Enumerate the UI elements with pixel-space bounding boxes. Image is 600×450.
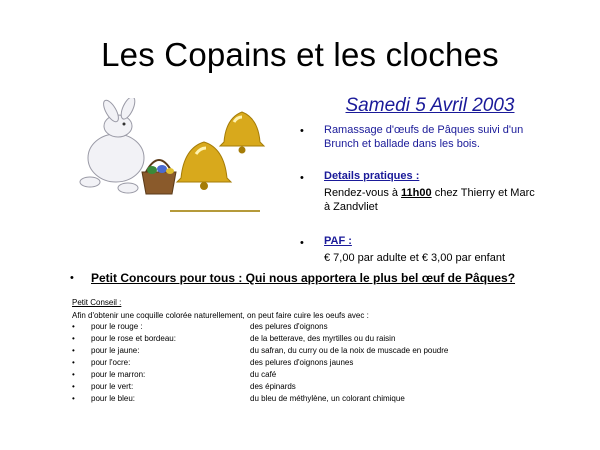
- bullet-details: [324, 169, 584, 214]
- bullet-marker: •: [72, 394, 75, 403]
- tip-color: pour le bleu:: [91, 394, 136, 403]
- details-heading: Details pratiques :: [324, 170, 420, 182]
- bullet-marker: •: [300, 125, 304, 137]
- easter-illustration: [76, 98, 276, 218]
- tip-ingredient: du safran, du curry ou de la noix de muscade en poudre: [250, 346, 449, 355]
- bell-icon: [177, 142, 231, 190]
- bullet-marker: •: [72, 322, 75, 331]
- event-date: Samedi 5 Avril 2003: [345, 95, 515, 116]
- bullet-marker: •: [300, 172, 304, 184]
- meeting-time: 11h00: [401, 187, 432, 199]
- bullet-line: Brunch et ballade dans les bois.: [324, 138, 480, 150]
- details-line: Rendez-vous à 11h00 chez Thierry et Marc: [324, 187, 535, 199]
- basket-icon: [142, 160, 176, 194]
- tip-color: pour le jaune:: [91, 346, 140, 355]
- page-title: Les Copains et les cloches: [101, 36, 499, 73]
- tip-title: Petit Conseil :: [72, 298, 122, 307]
- tip-ingredient: de la betterave, des myrtilles ou du raisin: [250, 334, 396, 343]
- tip-color: pour le marron:: [91, 370, 146, 379]
- tip-color: pour le vert:: [91, 382, 134, 391]
- bunny-icon: [80, 98, 144, 193]
- paf-line: € 7,00 par adulte et € 3,00 par enfant: [324, 252, 506, 264]
- tip-intro: Afin d'obtenir une coquille colorée naturellement, on peut faire cuire les oeufs avec :: [72, 311, 369, 320]
- tip-ingredient: des pelures d'oignons: [250, 322, 328, 331]
- tip-ingredient: des pelures d'oignons jaunes: [250, 358, 354, 367]
- bullet-marker: •: [72, 370, 75, 379]
- bullet-ramassage: [324, 123, 564, 151]
- tip-color: pour l'ocre:: [91, 358, 131, 367]
- tip-ingredient: du café: [250, 370, 277, 379]
- bullet-marker: •: [72, 334, 75, 343]
- bullet-marker: •: [70, 272, 74, 284]
- tip-color: pour le rose et bordeau:: [91, 334, 176, 343]
- tip-ingredient: des épinards: [250, 382, 296, 391]
- bullet-line: Ramassage d'œufs de Pâques suivi d'un: [324, 124, 524, 136]
- paf-heading: PAF :: [324, 235, 352, 247]
- contest-text: Petit Concours pour tous : Qui nous apportera le plus bel œuf de Pâques?: [91, 271, 516, 285]
- tip-color: pour le rouge :: [91, 322, 143, 331]
- bullet-marker: •: [72, 358, 75, 367]
- tip-ingredient: du bleu de méthylène, un colorant chimique: [250, 394, 405, 403]
- bullet-marker: •: [72, 382, 75, 391]
- bullet-paf: [324, 234, 584, 265]
- bullet-marker: •: [72, 346, 75, 355]
- bell-icon: [220, 112, 264, 154]
- illustration-caption: [170, 210, 260, 212]
- bullet-marker: •: [300, 237, 304, 249]
- details-line: à Zandvliet: [324, 201, 378, 213]
